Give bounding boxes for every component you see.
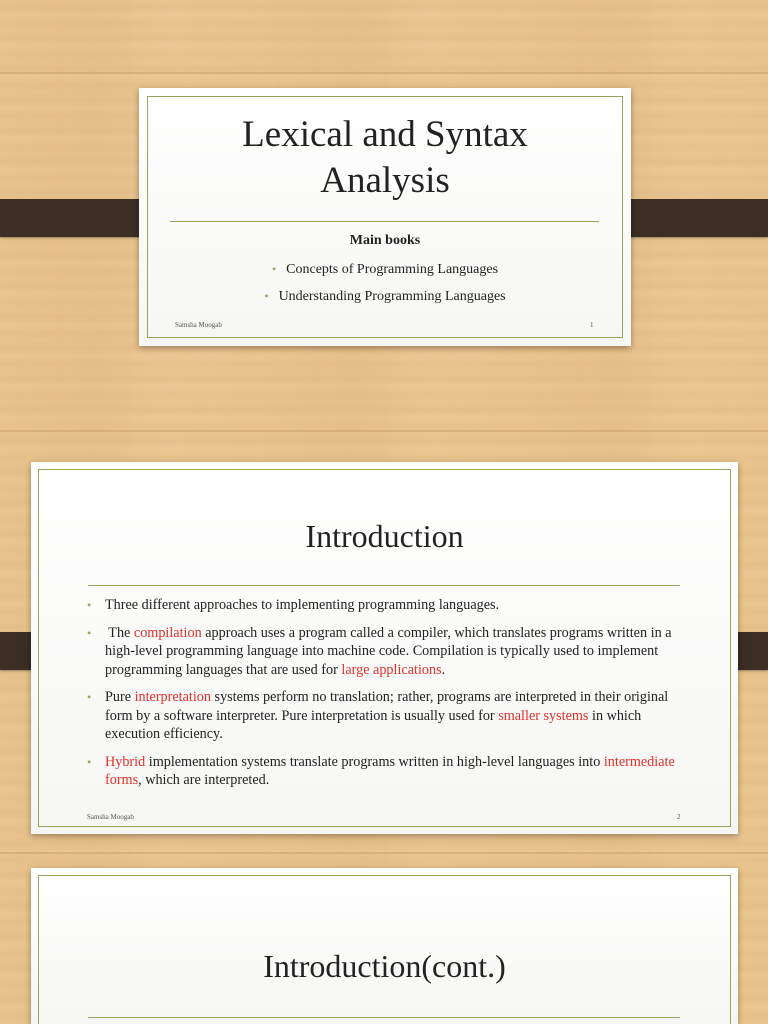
highlight-term: interpretation (134, 689, 211, 705)
bullet-text: implementation systems translate programs written in high-level languages into (145, 753, 604, 770)
highlight-term: intermediate forms (105, 753, 675, 788)
highlight-term: compilation (133, 624, 202, 641)
book-list (139, 256, 631, 310)
slide-title (139, 112, 631, 204)
bullet-icon: • (87, 625, 92, 640)
list-item (139, 283, 631, 310)
bullet-icon: • (271, 262, 277, 276)
bullet-text: The (105, 624, 134, 641)
slide-3[interactable] (31, 868, 738, 1024)
title-divider (170, 221, 599, 222)
plank-seam (0, 430, 768, 432)
bullet-text: approach uses a program called a compiler, which translates programs written in a high-level programming language into machine code. Compilation is typically used to implement programming languages that are used for (105, 624, 672, 678)
bullet-list (87, 596, 687, 799)
slide-title-line-2: Analysis (320, 160, 450, 201)
slide-page-number: 2 (677, 813, 681, 821)
highlight-term: Hybrid (105, 753, 146, 770)
bullet-text: Pure (105, 689, 135, 705)
plank-seam (0, 72, 768, 74)
bullet-icon: • (87, 598, 92, 612)
slide-strap-left (0, 199, 156, 237)
bullet-text: . (441, 661, 446, 678)
slide-strap-right (613, 199, 768, 237)
slide-page-number: 1 (590, 321, 594, 329)
slide-2[interactable] (31, 462, 738, 834)
list-item (87, 624, 687, 680)
list-item (87, 688, 687, 744)
bullet-text: Three different approaches to implementing programming languages. (105, 597, 500, 613)
title-divider (88, 1017, 680, 1018)
bullet-icon: • (87, 754, 92, 769)
highlight-term: large applications (341, 661, 442, 678)
bullet-text: in which execution efficiency. (105, 707, 642, 742)
title-divider (88, 585, 680, 586)
slide-title-line-1: Lexical and Syntax (242, 114, 528, 155)
slide-title: Introduction (305, 518, 464, 554)
plank-seam (0, 852, 768, 854)
main-books-heading: Main books (349, 233, 421, 248)
bullet-text: , which are interpreted. (138, 772, 270, 788)
slide-title: Introduction(cont.) (263, 948, 506, 984)
bullet-icon: • (87, 690, 92, 704)
slide-author: Samsha Moogab (87, 813, 134, 821)
book-title: Concepts of Programming Languages (286, 262, 499, 277)
bullet-icon: • (264, 289, 269, 303)
slide-1[interactable] (139, 88, 631, 346)
bullet-text: systems perform no translation; rather, programs are interpreted in their original form by a software interpreter. Pure interpretation is usually used for (105, 689, 669, 724)
list-item (139, 256, 631, 283)
list-item (87, 596, 687, 615)
highlight-term: smaller systems (498, 707, 589, 724)
list-item (87, 753, 687, 790)
book-title: Understanding Programming Languages (278, 289, 506, 304)
slide-author: Samsha Moogab (175, 321, 222, 329)
